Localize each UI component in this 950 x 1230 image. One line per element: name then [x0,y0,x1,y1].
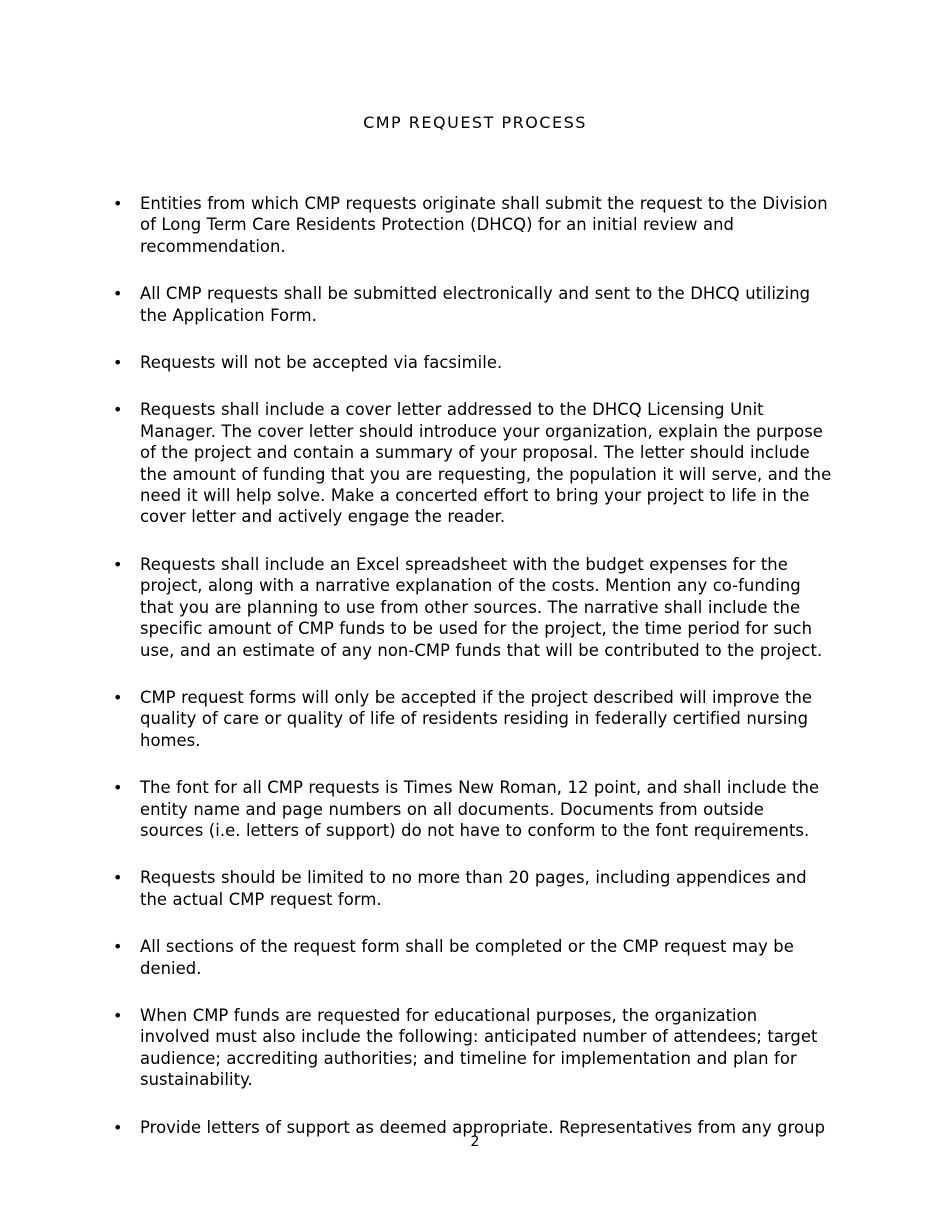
list-item-text: Requests will not be accepted via facsimile. [140,353,503,373]
list-item-text: Requests should be limited to no more than 20 pages, including appendices and the actual CMP request form. [140,868,807,909]
list-item-text: Requests shall include a cover letter addressed to the DHCQ Licensing Unit Manager. The cover letter should introduce your organization, explain the purpose of the project and contain a summary of your proposal. The letter should include the amount of funding that you are requesting, the population it will serve, and the need it will help solve. Make a concerted effort to bring your project to life in the cover letter and actively engage the reader. [140,400,832,527]
list-item [0,936,832,979]
bullet-icon: • [113,400,123,420]
list-item-text: When CMP funds are requested for educational purposes, the organization involved must also include the following: anticipated number of attendees; target audience; accrediting authorities; and timeline for implementation and plan for sustainability. [140,1005,818,1090]
list-item [0,193,832,257]
list-item-text: All sections of the request form shall be completed or the CMP request may be denied. [140,937,794,978]
bullet-icon: • [113,868,123,888]
list-item [0,399,832,527]
bullet-icon: • [113,353,123,373]
bullet-icon: • [113,937,123,957]
list-item-text: Requests shall include an Excel spreadsheet with the budget expenses for the project, along with a narrative explanation of the costs. Mention any co-funding that you are planning to use from other sources. The narrative shall include the specific amount of CMP funds to be used for the project, the time period for such use, and an estimate of any non-CMP funds that will be contributed to the project. [140,554,823,660]
requirements-list [0,193,950,1164]
list-item [0,1005,832,1091]
bullet-icon: • [113,687,123,707]
page-number: 2 [470,1134,480,1150]
list-item [0,352,832,373]
bullet-icon: • [113,554,123,574]
list-item-text: The font for all CMP requests is Times New Roman, 12 point, and shall include the entity name and page numbers on all documents. Documents from outside sources (i.e. letters of support) do not have to conform to the font requirements. [140,778,820,840]
list-item [0,777,832,841]
list-item-text: Entities from which CMP requests originate shall submit the request to the Division of Long Term Care Residents Protection (DHCQ) for an initial review and recommendation. [140,194,828,256]
list-item-text: Provide letters of support as deemed appropriate. Representatives from any group [140,1117,826,1137]
list-item [0,283,832,326]
bullet-icon: • [113,778,123,798]
list-item [0,554,832,661]
bullet-icon: • [113,284,123,304]
list-item-text: CMP request forms will only be accepted if the project described will improve the quality of care or quality of life of residents residing in federally certified nursing homes. [140,687,813,750]
list-item [0,687,832,751]
list-item-text: All CMP requests shall be submitted electronically and sent to the DHCQ utilizing the Application Form. [140,284,811,325]
bullet-icon: • [113,194,123,213]
page-title: CMP REQUEST PROCESS [363,113,587,132]
bullet-icon: • [113,1005,123,1025]
bullet-icon: • [113,1117,123,1137]
list-item [0,867,832,910]
